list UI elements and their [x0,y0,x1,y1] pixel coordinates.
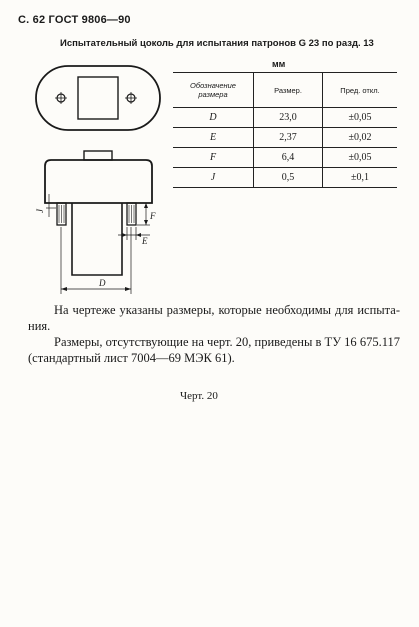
paragraph-1: На чертеже указаны размеры, которые необходимы для испыта-ния. [28,303,400,333]
table-header-row [173,73,397,108]
row-designation: D [173,108,254,128]
top-view-outline [36,66,160,130]
row-tolerance: ±0,05 [323,108,398,128]
unit-label: мм [272,59,286,69]
top-view-rectangle [78,77,118,119]
row-designation: E [173,128,254,148]
row-size: 0,5 [254,168,323,188]
table-row [173,128,397,148]
row-size: 23,0 [254,108,323,128]
page-header: С. 62 ГОСТ 9806—90 [18,14,131,26]
column-header-designation: Обозначение размера [173,73,254,108]
paragraph-2: Размеры, отсутствующие на черт. 20, приведены в ТУ 16 675.117 (стандартный лист 7004—69 МЭК 61). [28,335,400,365]
dimension-label-j: J [35,209,45,213]
dimensions-table [173,72,397,188]
side-view-collar [84,151,112,160]
row-size: 6,4 [254,148,323,168]
row-tolerance: ±0,05 [323,148,398,168]
row-designation: F [173,148,254,168]
body-text [28,302,400,366]
side-view-center-block [72,203,122,275]
dimension-label-e: E [142,236,148,246]
column-header-tolerance: Пред. откл. [323,73,398,108]
table-row [173,148,397,168]
table-row [173,108,397,128]
side-view-body [45,160,152,203]
dimension-label-f: F [150,211,156,221]
table-row [173,168,397,188]
row-tolerance: ±0,1 [323,168,398,188]
dimension-label-d: D [99,278,106,288]
row-tolerance: ±0,02 [323,128,398,148]
row-size: 2,37 [254,128,323,148]
figure-label: Черт. 20 [180,390,218,402]
row-designation: J [173,168,254,188]
column-header-size: Размер. [254,73,323,108]
figure-caption: Испытательный цоколь для испытания патронов G 23 по разд. 13 [60,38,374,49]
